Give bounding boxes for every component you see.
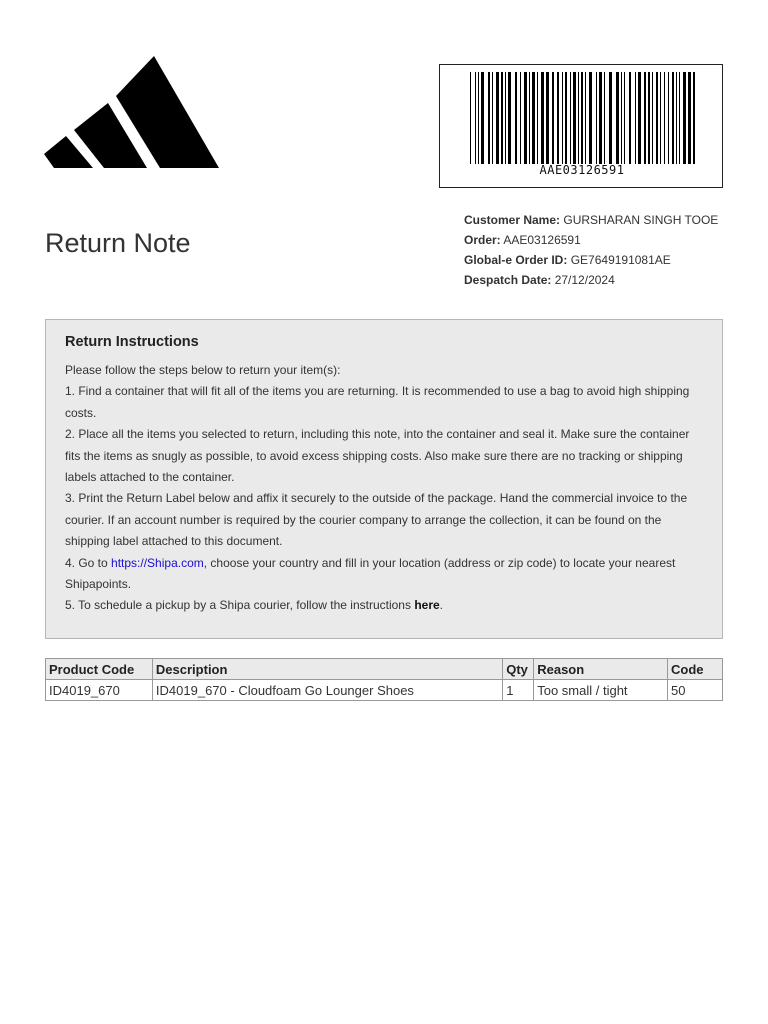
- header-product-code: Product Code: [46, 659, 153, 680]
- header-qty: Qty: [503, 659, 534, 680]
- barcode-bar: [552, 72, 554, 164]
- barcode-number: AAE03126591: [539, 163, 625, 177]
- customer-name-label: Customer Name:: [464, 213, 561, 227]
- barcode-bar: [668, 72, 669, 164]
- barcode-box: [439, 64, 723, 188]
- barcode-bar: [488, 72, 490, 164]
- instruction-step-1: 1. Find a container that will fit all of the items you are returning. It is recommended to use a bag to avoid high shipping costs.: [65, 384, 690, 420]
- barcode-bar: [541, 72, 544, 164]
- header-reason: Reason: [534, 659, 668, 680]
- barcode-bar: [508, 72, 511, 164]
- instruction-step-4: [65, 553, 703, 596]
- barcode-bar: [501, 72, 503, 164]
- barcode-bar: [529, 72, 530, 164]
- barcode-bar: [589, 72, 592, 164]
- instruction-step-2: 2. Place all the items you selected to return, including this note, into the container and seal it. Make sure the container fits the items as snugly as possible, to avoid excess shipping costs. Also make sure there are no tracking or shipping labels attached to the container.: [65, 427, 690, 485]
- barcode-bar: [672, 72, 674, 164]
- barcode-bar: [664, 72, 665, 164]
- barcode-bar: [557, 72, 559, 164]
- header-code: Code: [668, 659, 723, 680]
- barcode-bar: [635, 72, 636, 164]
- barcode-bar: [683, 72, 686, 164]
- barcode-bar: [562, 72, 563, 164]
- order-meta: [464, 210, 718, 290]
- barcode-bar: [656, 72, 658, 164]
- return-items-table: [45, 658, 723, 701]
- barcode-bar: [624, 72, 625, 164]
- customer-name-row: [464, 210, 718, 230]
- order-value: AAE03126591: [503, 233, 581, 247]
- barcode-bar: [578, 72, 579, 164]
- step-4-prefix: 4. Go to: [65, 555, 112, 570]
- barcode-bar: [688, 72, 691, 164]
- instructions-heading: Return Instructions: [65, 334, 199, 350]
- barcode-bar: [573, 72, 576, 164]
- barcode-bar: [524, 72, 527, 164]
- pickup-here-link[interactable]: here: [414, 598, 440, 613]
- barcode-bar: [621, 72, 622, 164]
- adidas-three-stripes-icon: [44, 54, 220, 172]
- barcode-bar: [570, 72, 571, 164]
- barcode-bar: [546, 72, 549, 164]
- cell-qty: 1: [503, 680, 534, 701]
- global-order-label: Global-e Order ID:: [464, 253, 568, 267]
- barcode-bar: [585, 72, 586, 164]
- barcode-bar: [478, 72, 479, 164]
- barcode-bar: [679, 72, 680, 164]
- barcode-bar: [609, 72, 612, 164]
- barcode-bar: [505, 72, 506, 164]
- customer-name-value: GURSHARAN SINGH TOOE: [563, 213, 719, 227]
- step-5-prefix: 5. To schedule a pickup by a Shipa courier, follow the instructions: [65, 598, 415, 613]
- barcode-bar: [470, 72, 471, 164]
- barcode-bar: [496, 72, 499, 164]
- global-order-row: [464, 250, 718, 270]
- barcode-bar: [676, 72, 677, 164]
- header-description: Description: [152, 659, 502, 680]
- order-label: Order:: [464, 233, 501, 247]
- barcode-bar: [537, 72, 538, 164]
- shipa-link[interactable]: https://Shipa.com: [111, 555, 204, 570]
- instructions-intro: Please follow the steps below to return your item(s):: [65, 363, 341, 377]
- barcode-bar: [481, 72, 484, 164]
- page-title: Return Note: [45, 228, 191, 258]
- barcode-bar: [581, 72, 583, 164]
- return-instructions-panel: [45, 319, 723, 639]
- barcode-bar: [565, 72, 567, 164]
- barcode-bar: [604, 72, 605, 164]
- barcode-bar: [532, 72, 535, 164]
- barcode-bar: [629, 72, 631, 164]
- despatch-date-row: [464, 270, 718, 290]
- table-row: [46, 680, 723, 701]
- adidas-logo: [44, 54, 220, 172]
- barcode-bar: [652, 72, 653, 164]
- instruction-step-3: 3. Print the Return Label below and affix it securely to the outside of the package. Hand the commercial invoice to the courier. If an account number is required by the courier company to arrange the collection, it can be found on the shipping label attached to this document.: [65, 491, 688, 549]
- cell-product-code: ID4019_670: [46, 680, 153, 701]
- barcode-bar: [475, 72, 476, 164]
- barcode-bar: [599, 72, 602, 164]
- cell-description: ID4019_670 - Cloudfoam Go Lounger Shoes: [152, 680, 502, 701]
- step-4-suffix: , choose your country and fill in your location (address or zip code) to locate your nearest Shipapoints.: [65, 555, 676, 592]
- table-header-row: [46, 659, 723, 680]
- barcode-bar: [693, 72, 695, 164]
- barcode-bar: [644, 72, 646, 164]
- global-order-value: GE7649191081AE: [570, 253, 671, 267]
- barcode-bar: [596, 72, 597, 164]
- barcode-bar: [520, 72, 521, 164]
- barcode-bar: [648, 72, 650, 164]
- barcode-icon: [470, 72, 698, 164]
- instruction-step-5: [65, 595, 703, 616]
- despatch-date-value: 27/12/2024: [554, 273, 615, 287]
- order-row: [464, 230, 718, 250]
- barcode-bar: [638, 72, 641, 164]
- barcode-bar: [492, 72, 493, 164]
- barcode-bar: [515, 72, 517, 164]
- step-5-suffix: .: [439, 598, 444, 613]
- cell-code: 50: [668, 680, 723, 701]
- despatch-date-label: Despatch Date:: [464, 273, 552, 287]
- cell-reason: Too small / tight: [534, 680, 668, 701]
- barcode-bar: [660, 72, 661, 164]
- barcode-bar: [616, 72, 619, 164]
